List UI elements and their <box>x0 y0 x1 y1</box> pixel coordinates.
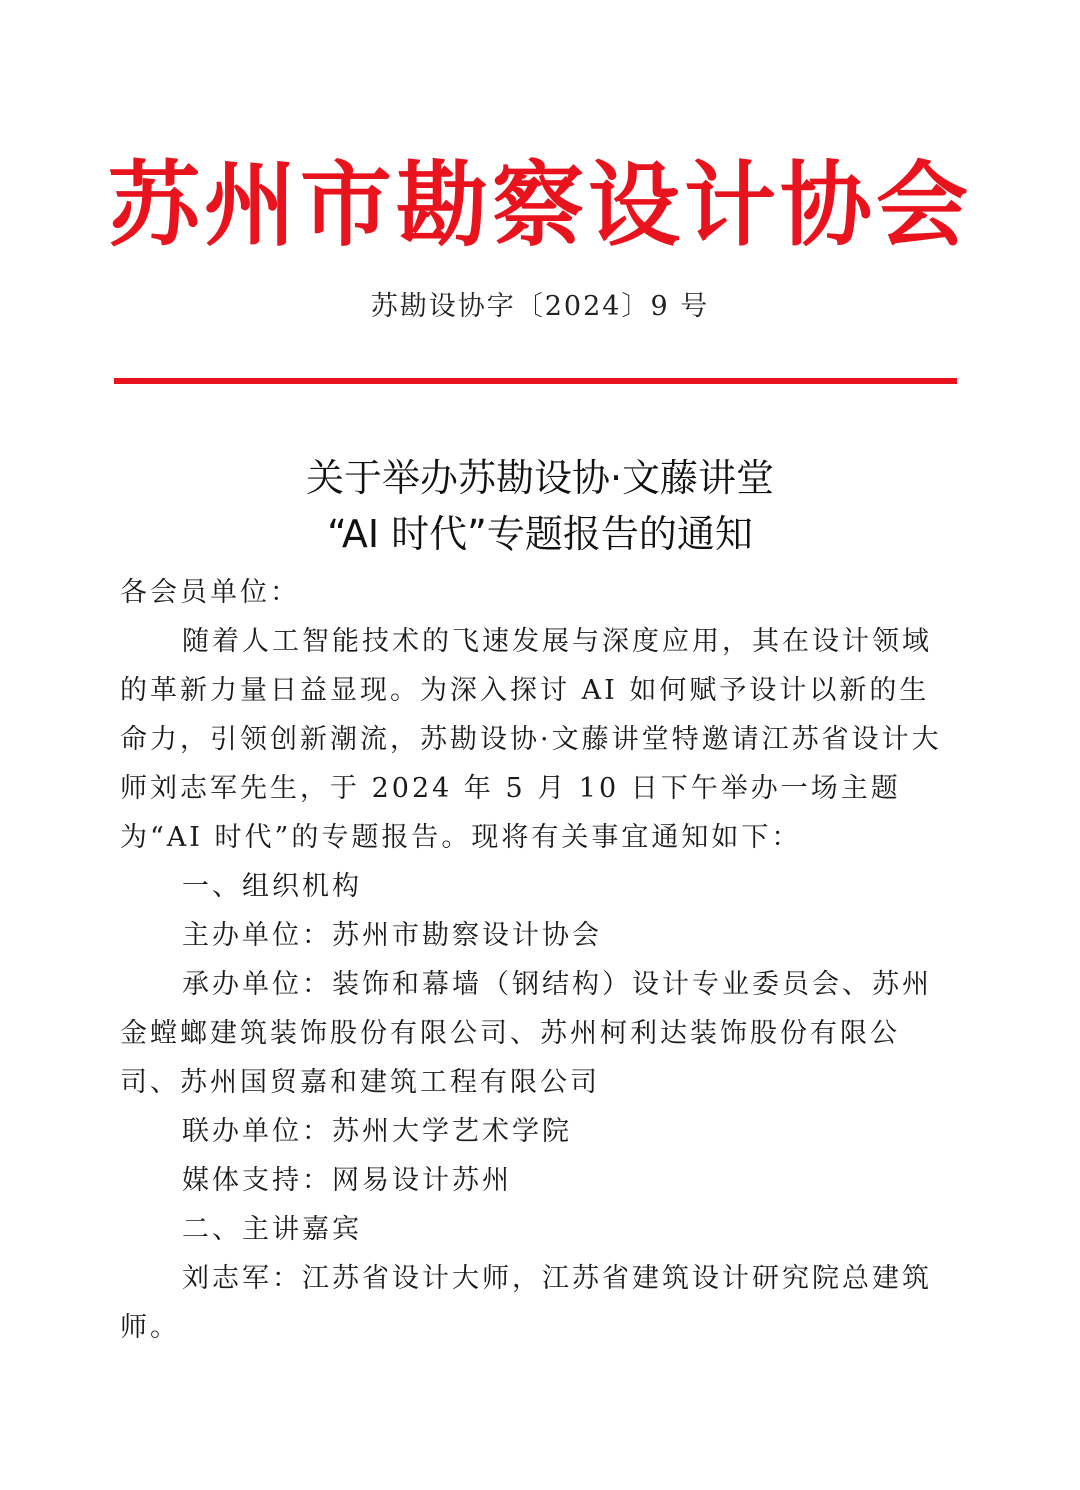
letterhead-organization-name: 苏州市勘察设计协会 <box>107 151 972 259</box>
section-heading-speaker: 二、主讲嘉宾 <box>182 1214 362 1245</box>
intro-paragraph: 随着人工智能技术的飞速发展与深度应用，其在设计领域的革新力量日益显现。为深入探讨 AI 如何赋予设计以新的生命力，引领创新潮流，苏勘设协·文藤讲堂特邀请江苏省设计大师刘志军先生，于 2024 年 5 月 10 日下午举办一场主题为“AI 时代”的专题报告。现将有关事宜通知如下： <box>120 626 942 853</box>
co-organizer-unit: 联办单位：苏州大学艺术学院 <box>182 1116 572 1147</box>
notice-title-line-2: “AI 时代”专题报告的通知 <box>327 512 753 556</box>
salutation: 各会员单位： <box>120 577 300 608</box>
media-support: 媒体支持：网易设计苏州 <box>182 1165 512 1196</box>
speaker-bio: 刘志军：江苏省设计大师，江苏省建筑设计研究院总建筑师。 <box>120 1263 932 1343</box>
notice-body <box>120 568 950 1352</box>
document-number: 苏勘设协字〔2024〕9 号 <box>370 291 710 322</box>
notice-title <box>0 450 1080 562</box>
letterhead-divider <box>114 378 957 384</box>
organizer-units: 承办单位：装饰和幕墙（钢结构）设计专业委员会、苏州金螳螂建筑装饰股份有限公司、苏州柯利达装饰股份有限公司、苏州国贸嘉和建筑工程有限公司 <box>120 969 932 1098</box>
notice-title-line-1: 关于举办苏勘设协·文藤讲堂 <box>305 456 775 500</box>
section-heading-organization: 一、组织机构 <box>182 871 362 902</box>
host-unit: 主办单位：苏州市勘察设计协会 <box>182 920 602 951</box>
